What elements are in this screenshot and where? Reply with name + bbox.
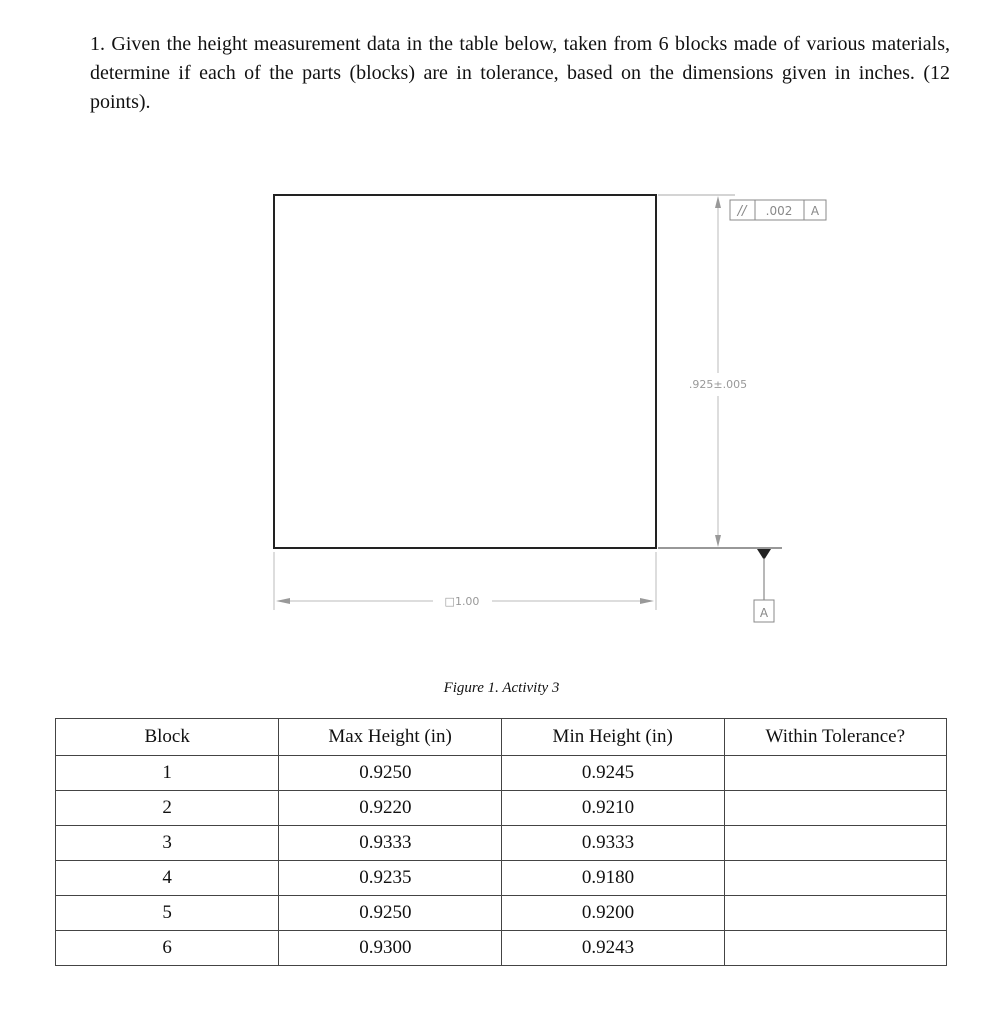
cell-max-height: 0.9300 bbox=[279, 931, 502, 966]
header-within-tolerance: Within Tolerance? bbox=[724, 719, 946, 756]
cell-max-height: 0.9250 bbox=[279, 756, 502, 791]
height-dimension: .925±.005 bbox=[688, 378, 748, 391]
cell-within-tolerance[interactable] bbox=[724, 931, 946, 966]
cell-within-tolerance[interactable] bbox=[724, 756, 946, 791]
fcf-tolerance: .002 bbox=[765, 204, 793, 218]
table-header-row bbox=[56, 719, 947, 756]
question-text: 1. Given the height measurement data in the table below, taken from 6 blocks made of various materials, determine if each of the parts (blocks) are in tolerance, based on the dimensions given in inches. (12 points). bbox=[90, 33, 950, 113]
table-row bbox=[56, 791, 947, 826]
cell-max-height: 0.9250 bbox=[279, 896, 502, 931]
cell-min-height: 0.9210 bbox=[501, 791, 724, 826]
width-dimension: □1.00 bbox=[444, 595, 480, 608]
table-row bbox=[56, 826, 947, 861]
cell-block: 1 bbox=[56, 756, 279, 791]
block-outline bbox=[274, 195, 656, 548]
cell-min-height: 0.9200 bbox=[501, 896, 724, 931]
cell-within-tolerance[interactable] bbox=[724, 896, 946, 931]
width-arrow-right-icon bbox=[640, 598, 654, 604]
height-arrow-top-icon bbox=[715, 196, 721, 208]
parallelism-symbol: // bbox=[737, 204, 747, 219]
cell-max-height: 0.9235 bbox=[279, 861, 502, 896]
width-arrow-left-icon bbox=[276, 598, 290, 604]
cell-block: 4 bbox=[56, 861, 279, 896]
cell-within-tolerance[interactable] bbox=[724, 791, 946, 826]
cell-within-tolerance[interactable] bbox=[724, 826, 946, 861]
datum-label: A bbox=[759, 606, 769, 620]
cell-within-tolerance[interactable] bbox=[724, 861, 946, 896]
height-arrow-bottom-icon bbox=[715, 535, 721, 547]
header-block: Block bbox=[56, 719, 279, 756]
cell-min-height: 0.9245 bbox=[501, 756, 724, 791]
table-row bbox=[56, 861, 947, 896]
cell-block: 3 bbox=[56, 826, 279, 861]
header-min-height: Min Height (in) bbox=[501, 719, 724, 756]
datum-feature-symbol bbox=[754, 549, 774, 622]
cell-max-height: 0.9220 bbox=[279, 791, 502, 826]
table-row bbox=[56, 896, 947, 931]
table-row bbox=[56, 931, 947, 966]
cell-min-height: 0.9243 bbox=[501, 931, 724, 966]
cell-min-height: 0.9333 bbox=[501, 826, 724, 861]
cell-max-height: 0.9333 bbox=[279, 826, 502, 861]
cell-block: 2 bbox=[56, 791, 279, 826]
figure-caption: Figure 1. Activity 3 bbox=[443, 680, 560, 696]
header-max-height: Max Height (in) bbox=[279, 719, 502, 756]
measurement-table bbox=[55, 718, 947, 966]
cell-min-height: 0.9180 bbox=[501, 861, 724, 896]
feature-control-frame bbox=[730, 200, 826, 220]
cell-block: 6 bbox=[56, 931, 279, 966]
cell-block: 5 bbox=[56, 896, 279, 931]
fcf-datum: A bbox=[810, 204, 820, 218]
table-row bbox=[56, 756, 947, 791]
